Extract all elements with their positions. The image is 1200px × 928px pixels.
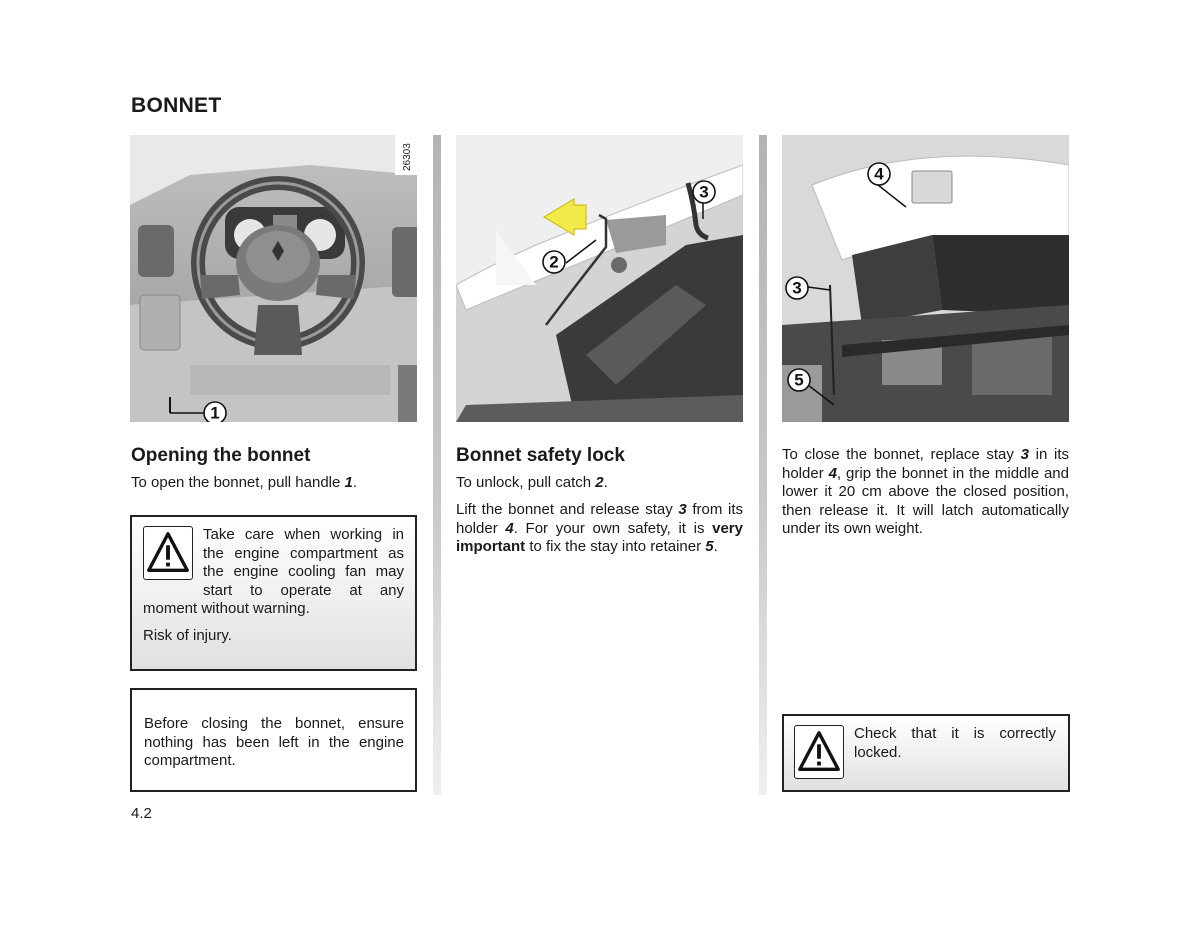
column-divider xyxy=(433,135,441,795)
svg-text:5: 5 xyxy=(794,370,804,390)
open-bonnet-stay-illustration xyxy=(782,135,1069,422)
warning-triangle-icon xyxy=(143,526,193,580)
callout-3 xyxy=(693,181,715,203)
note-text: Before closing the bonnet, ensure nothing has been left in the engine compartment. xyxy=(144,715,404,769)
bonnet-catch-illustration xyxy=(456,135,743,422)
svg-text:3: 3 xyxy=(792,278,802,298)
warning-triangle-icon xyxy=(794,725,844,779)
reference-number: 3 xyxy=(678,501,687,518)
callout-1 xyxy=(204,402,226,422)
opening-instruction: To open the bonnet, pull handle 1. xyxy=(131,474,358,491)
column-divider xyxy=(759,135,767,795)
reference-number: 5 xyxy=(705,538,714,555)
figure-code: 26303 xyxy=(402,143,413,171)
warning-box-locked xyxy=(782,714,1070,792)
warning-text: Take care when working in the engine compartment as the engine cooling fan may start to operate at any moment without warning. xyxy=(143,526,404,617)
warning-risk-text: Risk of injury. xyxy=(143,626,232,644)
stay-instruction: Lift the bonnet and release stay 3 from its holder 4. For your own safety, it is very important to fix the stay into retainer 5. xyxy=(456,501,743,555)
svg-text:3: 3 xyxy=(699,182,709,202)
section-heading-safety-lock: Bonnet safety lock xyxy=(456,445,625,466)
callout-3 xyxy=(786,277,808,299)
unlock-instruction: To unlock, pull catch 2. xyxy=(456,474,608,491)
reference-number: 3 xyxy=(1020,446,1029,463)
closing-instruction: To close the bonnet, replace stay 3 in its holder 4, grip the bonnet in the middle and lower it 20 cm above the closed position, then release it. It will latch automatically under its own weight. xyxy=(782,446,1069,537)
reference-number: 4 xyxy=(828,464,837,482)
reference-number: 4 xyxy=(505,519,514,537)
note-box-before-closing xyxy=(130,688,417,792)
page-number: 4.2 xyxy=(131,805,152,822)
emphasis-text: very important xyxy=(456,519,743,555)
dashboard-figure xyxy=(130,135,417,422)
page-title: BONNET xyxy=(131,94,222,117)
warning-text: Check that it is correctly locked. xyxy=(854,725,1056,761)
dashboard-steering-wheel-illustration xyxy=(130,135,417,422)
warning-box-cooling-fan xyxy=(130,515,417,671)
section-heading-opening: Opening the bonnet xyxy=(131,445,311,466)
svg-text:1: 1 xyxy=(210,403,220,422)
svg-text:2: 2 xyxy=(549,252,559,272)
open-bonnet-figure xyxy=(782,135,1069,422)
svg-text:4: 4 xyxy=(874,164,884,184)
callout-2 xyxy=(543,251,565,273)
reference-number: 1 xyxy=(344,474,353,491)
callout-4 xyxy=(868,163,890,185)
callout-5 xyxy=(788,369,810,391)
reference-number: 2 xyxy=(595,474,604,491)
bonnet-catch-figure xyxy=(456,135,743,422)
